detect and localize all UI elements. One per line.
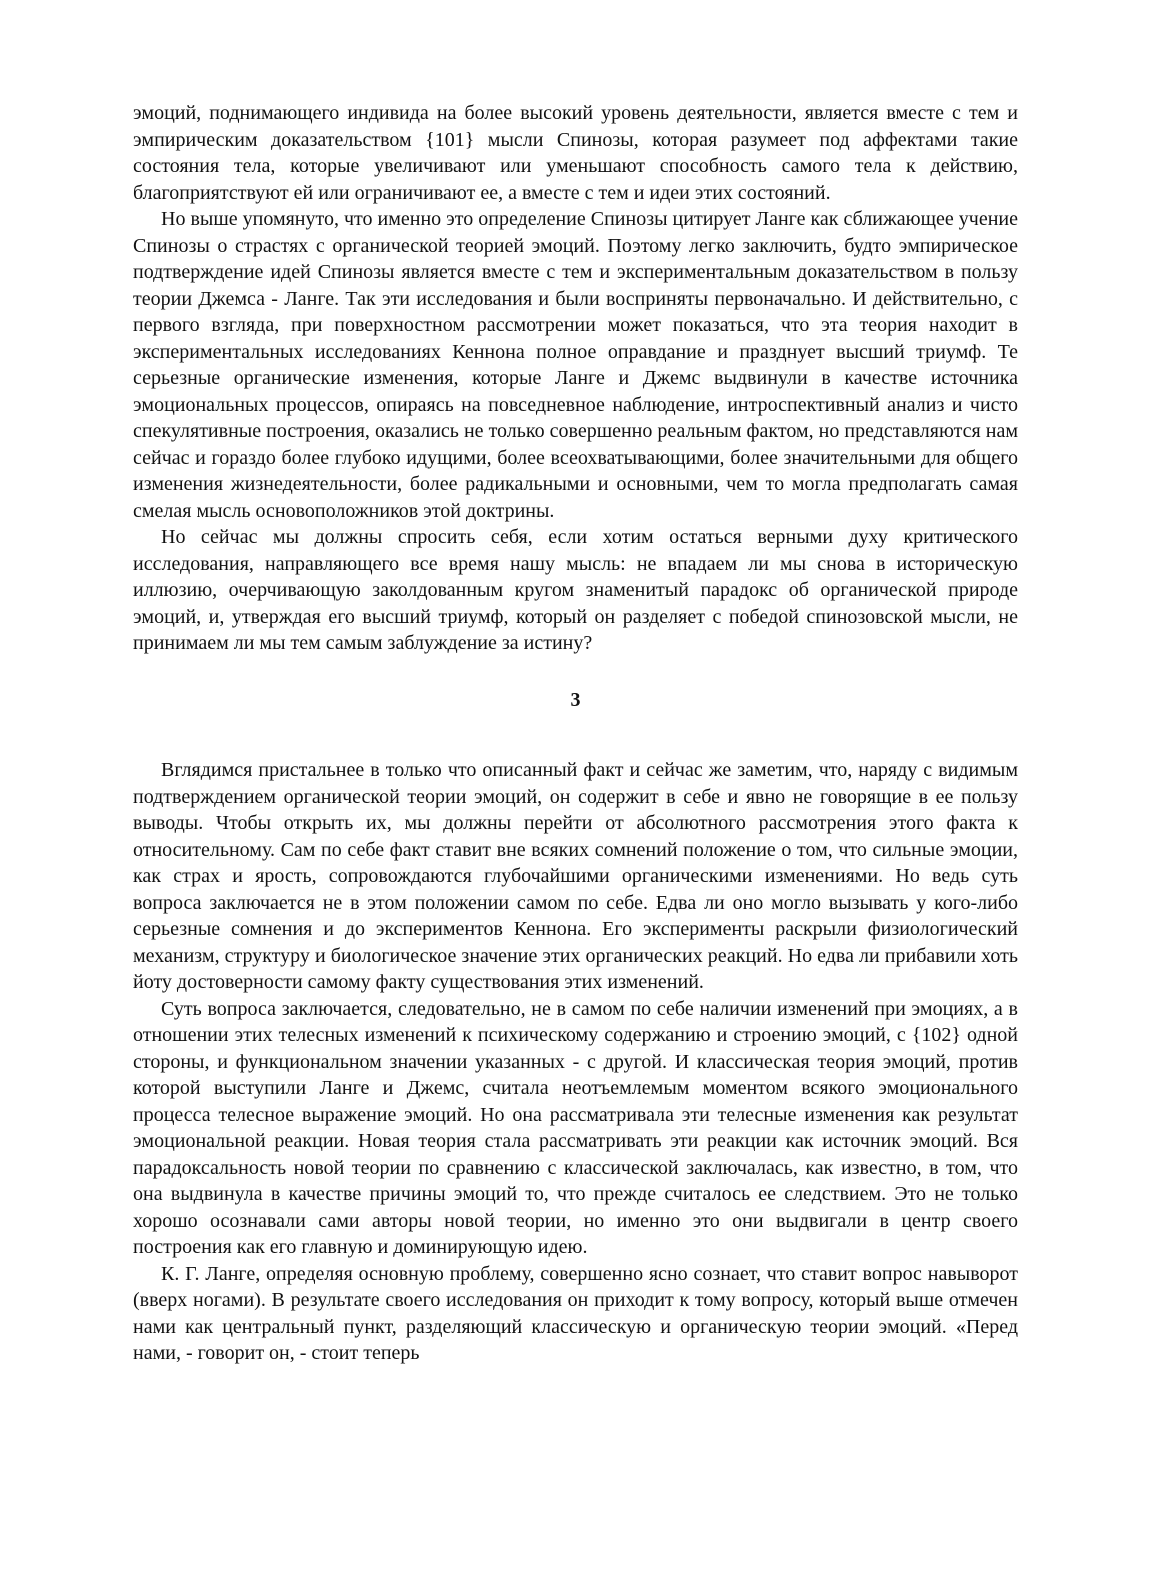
paragraph-5: Суть вопроса заключается, следовательно, не в самом по себе наличии изменений при эмоциях, а в отношении этих телесных изменений к психическому содержанию и строению эмоций, с {102} одной стороны, и функциональном значении указанных - с другой. И классическая теория эмоций, против которой выступили Ланге и Джемс, считала неотъемлемым моментом всякого эмоционального процесса телесное выражение эмоций. Но она рассматривала эти телесные изменения как результат эмоциональной реакции. Новая теория стала рассматривать эти реакции как источник эмоций. Вся парадоксальность новой теории по сравнению с классической заключалась, как известно, в том, что она выдвинула в качестве причины эмоций то, что прежде считалось ее следствием. Это не только хорошо осознавали сами авторы новой теории, но именно это они выдвигали в центр своего построения как его главную и доминирующую идею. — [133, 997, 1018, 1258]
paragraph-6: К. Г. Ланге, определяя основную проблему, совершенно ясно сознает, что ставит вопрос навыворот (вверх ногами). В результате своего исследования он приходит к тому вопросу, который выше отмечен нами как центральный пункт, разделяющий классическую и органическую теории эмоций. «Перед нами, - говорит он, - стоит теперь — [133, 1262, 1018, 1364]
section-number: 3 — [570, 688, 581, 711]
paragraph-1: эмоций, поднимающего индивида на более высокий уровень деятельности, является вместе с тем и эмпирическим доказательством {101} мысли Спинозы, которая разумеет под аффектами такие состояния тела, которые увеличивают или уменьшают способность самого тела к действию, благоприятствуют ей или ограничивают ее, а вместе с тем и идеи этих состояний. — [133, 102, 1018, 204]
paragraph-2: Но выше упомянуто, что именно это определение Спинозы цитирует Ланге как сближающее учение Спинозы о страстях с органической теорией эмоций. Поэтому легко заключить, будто эмпирическое подтверждение идей Спинозы является вместе с тем и экспериментальным доказательством в пользу теории Джемса - Ланге. Так эти исследования и были восприняты первоначально. И действительно, с первого взгляда, при поверхностном рассмотрении может показаться, что эта теория находит в экспериментальных исследованиях Кеннона полное оправдание и празднует высший триумф. Те серьезные органические изменения, которые Ланге и Джемс выдвинули в качестве источника эмоциональных процессов, опираясь на повседневное наблюдение, интроспективный анализ и чисто спекулятивные построения, оказались не только совершенно реальным фактом, но представляются нам сейчас и гораздо более глубоко идущими, более всеохватывающими, более значительными для общего изменения жизнедеятельности, более радикальными и основными, чем то могла предполагать самая смелая мысль основоположников этой доктрины. — [133, 208, 1018, 522]
paragraph-3: Но сейчас мы должны спросить себя, если хотим остаться верными духу критического исследования, направляющего все время нашу мысль: не впадаем ли мы снова в историческую иллюзию, очерчивающую заколдованным кругом знаменитый парадокс об органической природе эмоций, и, утверждая его высший триумф, который он разделяет с победой спинозовской мысли, не принимаем ли мы тем самым заблуждение за истину? — [133, 526, 1018, 654]
paragraph-4: Вглядимся пристальнее в только что описанный факт и сейчас же заметим, что, наряду с видимым подтверждением органической теории эмоций, он содержит в себе и явно не говорящие в ее пользу выводы. Чтобы открыть их, мы должны перейти от абсолютного рассмотрения этого факта к относительному. Сам по себе факт ставит вне всяких сомнений положение о том, что сильные эмоции, как страх и ярость, сопровождаются глубочайшими органическими изменениями. Но ведь суть вопроса заключается не в этом положении самом по себе. Едва ли оно могло вызывать у кого-либо серьезные сомнения и до экспериментов Кеннона. Его эксперименты раскрыли физиологический механизм, структуру и биологическое значение этих органических реакций. Но едва ли прибавили хоть йоту достоверности самому факту существования этих изменений. — [133, 759, 1018, 993]
